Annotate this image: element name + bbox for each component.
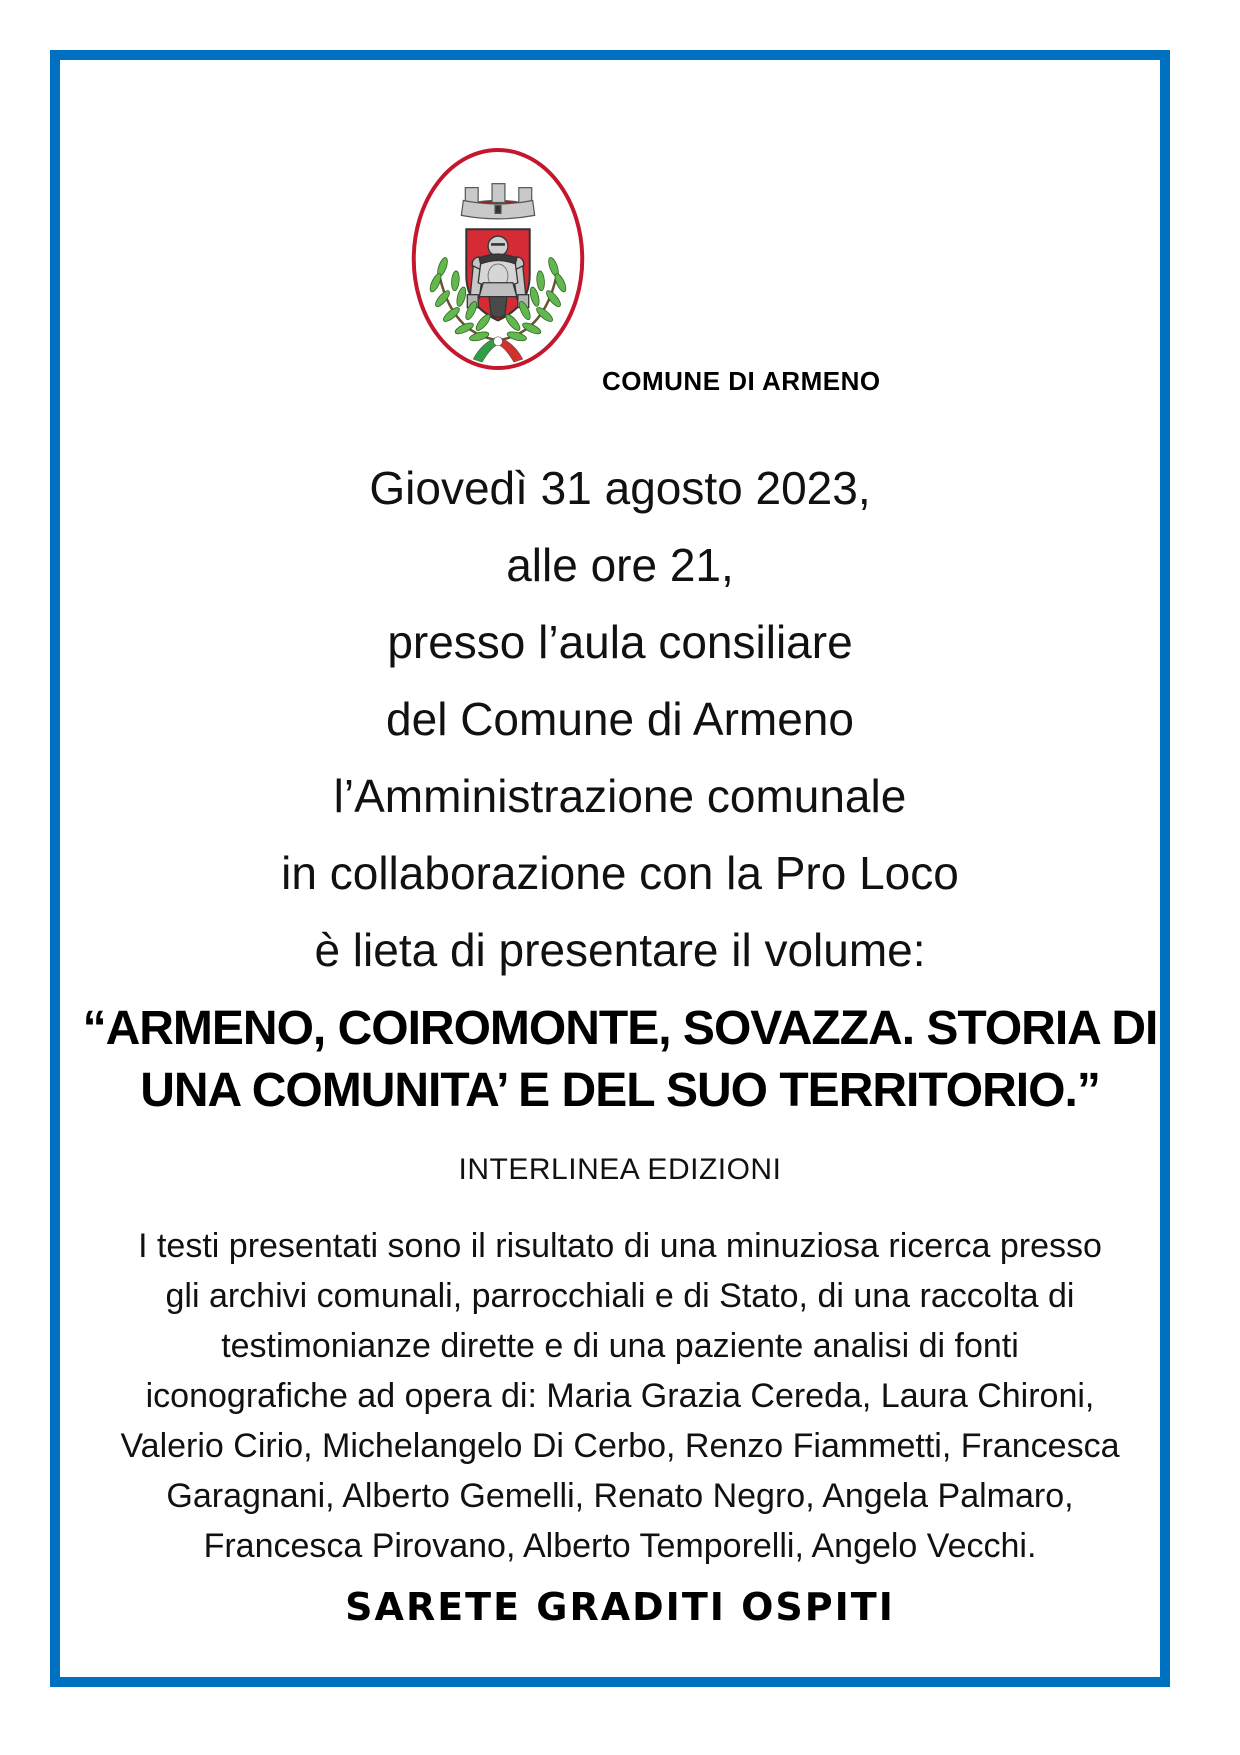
book-title-line-1: “ARMENO, COIROMONTE, SOVAZZA. STORIA DI: [82, 1002, 1158, 1055]
publisher-name: INTERLINEA EDIZIONI: [458, 1153, 782, 1186]
closing-message: SARETE GRADITI OSPITI: [345, 1585, 895, 1629]
invitation-line-host: l’Amministrazione comunale: [333, 770, 907, 822]
invitation-line-partner: in collaborazione con la Pro Loco: [281, 847, 959, 899]
description-line: Garagnani, Alberto Gemelli, Renato Negro, Angela Palmaro,: [166, 1477, 1074, 1515]
description-line: testimonianze dirette e di una paziente analisi di fonti: [221, 1327, 1019, 1365]
description-line: I testi presentati sono il risultato di una minuziosa ricerca presso: [138, 1227, 1102, 1265]
description-line: iconografiche ad opera di: Maria Grazia Cereda, Laura Chironi,: [145, 1377, 1095, 1415]
description-paragraph: [0, 1221, 1240, 1571]
book-title: [0, 998, 1240, 1122]
invitation-line-intro: è lieta di presentare il volume:: [314, 924, 926, 976]
invitation-line-time: alle ore 21,: [506, 539, 734, 591]
description-line: Valerio Cirio, Michelangelo Di Cerbo, Renzo Fiammetti, Francesca: [120, 1427, 1120, 1465]
coat-of-arms-icon: [408, 146, 588, 372]
invitation-line-date: Giovedì 31 agosto 2023,: [369, 462, 871, 514]
invitation-block: [0, 450, 1240, 989]
invitation-line-venue: presso l’aula consiliare: [387, 616, 853, 668]
description-line: gli archivi comunali, parrocchiali e di Stato, di una raccolta di: [165, 1277, 1075, 1315]
invitation-line-place: del Comune di Armeno: [386, 693, 854, 745]
municipality-name-label: COMUNE DI ARMENO: [602, 366, 881, 396]
description-line: Francesca Pirovano, Alberto Temporelli, Angelo Vecchi.: [203, 1527, 1037, 1565]
book-title-line-2: UNA COMUNITA’ E DEL SUO TERRITORIO.”: [140, 1064, 1100, 1117]
